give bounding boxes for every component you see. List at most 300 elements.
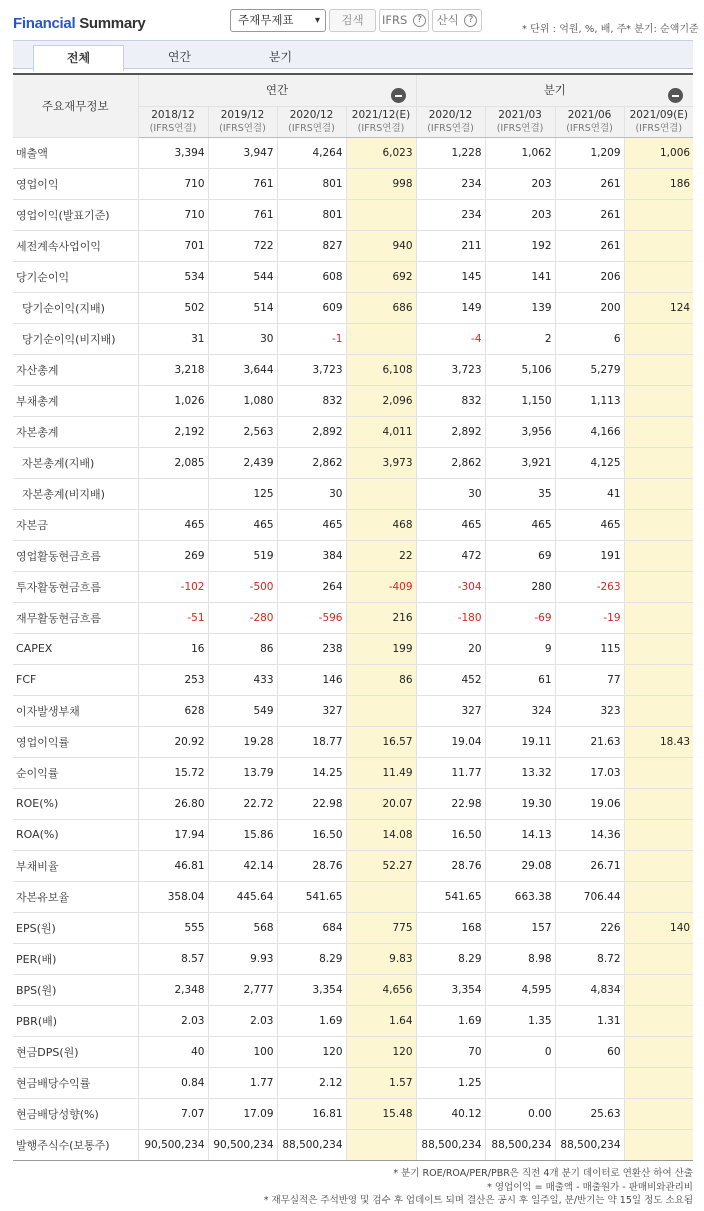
row-label: 이자발생부채 bbox=[13, 695, 138, 726]
table-row bbox=[13, 881, 693, 912]
table-cell: 3,947 bbox=[208, 137, 277, 168]
table-cell: 468 bbox=[346, 509, 416, 540]
table-cell: 706.44 bbox=[555, 881, 624, 912]
table-row bbox=[13, 416, 693, 447]
table-cell: 609 bbox=[277, 292, 346, 323]
basis-label: (IFRS연결) bbox=[427, 122, 474, 134]
table-cell: 46.81 bbox=[138, 850, 208, 881]
table-cell: 722 bbox=[208, 230, 277, 261]
table-cell: 90,500,234 bbox=[208, 1129, 277, 1160]
table-cell: 323 bbox=[555, 695, 624, 726]
table-cell: 234 bbox=[416, 168, 485, 199]
basis-label: (IFRS연결) bbox=[496, 122, 544, 134]
table-cell: 2 bbox=[485, 323, 555, 354]
table-cell: 8.57 bbox=[138, 943, 208, 974]
table-cell: -596 bbox=[277, 602, 346, 633]
period-label: 2021/06 bbox=[567, 108, 612, 121]
table-cell bbox=[624, 571, 693, 602]
table-cell: 1,062 bbox=[485, 137, 555, 168]
table-cell: 141 bbox=[485, 261, 555, 292]
row-label: 자본유보율 bbox=[13, 881, 138, 912]
table-cell: 124 bbox=[624, 292, 693, 323]
table-cell: 465 bbox=[555, 509, 624, 540]
period-label: 2018/12 bbox=[151, 108, 195, 121]
table-cell bbox=[624, 602, 693, 633]
table-cell: 191 bbox=[555, 540, 624, 571]
statement-type-select[interactable] bbox=[230, 9, 326, 32]
table-cell bbox=[624, 416, 693, 447]
table-cell: -102 bbox=[138, 571, 208, 602]
period-column-header bbox=[208, 106, 277, 137]
table-cell: -69 bbox=[485, 602, 555, 633]
table-row bbox=[13, 974, 693, 1005]
table-cell: 22.98 bbox=[416, 788, 485, 819]
table-cell bbox=[624, 230, 693, 261]
table-cell bbox=[346, 199, 416, 230]
table-cell: 519 bbox=[208, 540, 277, 571]
period-column-header bbox=[555, 106, 624, 137]
table-cell bbox=[624, 850, 693, 881]
table-cell: 384 bbox=[277, 540, 346, 571]
table-cell bbox=[346, 478, 416, 509]
table-cell: 139 bbox=[485, 292, 555, 323]
table-row bbox=[13, 478, 693, 509]
table-cell: 2.03 bbox=[208, 1005, 277, 1036]
table-cell: 502 bbox=[138, 292, 208, 323]
table-cell: 686 bbox=[346, 292, 416, 323]
table-cell: 6 bbox=[555, 323, 624, 354]
table-cell bbox=[138, 478, 208, 509]
table-cell: 31 bbox=[138, 323, 208, 354]
row-label: 당기순이익(지배) bbox=[13, 292, 138, 323]
table-row bbox=[13, 137, 693, 168]
table-cell: 465 bbox=[138, 509, 208, 540]
table-cell: 2,777 bbox=[208, 974, 277, 1005]
table-row bbox=[13, 261, 693, 292]
table-cell: 4,166 bbox=[555, 416, 624, 447]
table-cell: 465 bbox=[277, 509, 346, 540]
row-label: 자본총계(비지배) bbox=[13, 478, 138, 509]
table-cell: 568 bbox=[208, 912, 277, 943]
footnote: * 영업이익 = 매출액 - 매출원가 - 판매비와관리비 bbox=[487, 1181, 693, 1193]
table-cell: 238 bbox=[277, 633, 346, 664]
table-cell: 4,011 bbox=[346, 416, 416, 447]
table-cell: 20.92 bbox=[138, 726, 208, 757]
summary-header bbox=[0, 0, 704, 40]
table-cell: 6,023 bbox=[346, 137, 416, 168]
table-cell: 9.93 bbox=[208, 943, 277, 974]
table-cell: 52.27 bbox=[346, 850, 416, 881]
table-cell: 5,279 bbox=[555, 354, 624, 385]
table-cell: 3,921 bbox=[485, 447, 555, 478]
table-cell: 40.12 bbox=[416, 1098, 485, 1129]
table-cell: 465 bbox=[208, 509, 277, 540]
table-cell: 15.72 bbox=[138, 757, 208, 788]
table-cell: 26.80 bbox=[138, 788, 208, 819]
table-cell: 1.77 bbox=[208, 1067, 277, 1098]
table-cell: 1.64 bbox=[346, 1005, 416, 1036]
table-cell: 2,192 bbox=[138, 416, 208, 447]
table-cell bbox=[624, 974, 693, 1005]
table-row bbox=[13, 757, 693, 788]
table-cell: 19.30 bbox=[485, 788, 555, 819]
row-label: 당기순이익 bbox=[13, 261, 138, 292]
table-cell: 761 bbox=[208, 199, 277, 230]
period-tabs bbox=[13, 40, 693, 69]
table-cell: 17.09 bbox=[208, 1098, 277, 1129]
table-cell: 775 bbox=[346, 912, 416, 943]
table-cell: 472 bbox=[416, 540, 485, 571]
row-label: 현금DPS(원) bbox=[13, 1036, 138, 1067]
table-cell: 21.63 bbox=[555, 726, 624, 757]
table-cell: 16 bbox=[138, 633, 208, 664]
table-cell: 70 bbox=[416, 1036, 485, 1067]
footnote: * 재무실적은 주석반영 및 검수 후 업데이트 되며 결산은 공시 후 일주일, 분/반기는 약 15일 정도 소요됨 bbox=[263, 1195, 693, 1206]
table-cell: 1.31 bbox=[555, 1005, 624, 1036]
table-cell: 827 bbox=[277, 230, 346, 261]
table-row bbox=[13, 726, 693, 757]
table-row bbox=[13, 168, 693, 199]
period-label: 2020/12 bbox=[289, 108, 334, 121]
basis-label: (IFRS연결) bbox=[288, 122, 335, 134]
table-cell: 29.08 bbox=[485, 850, 555, 881]
table-cell bbox=[624, 664, 693, 695]
table-cell: 628 bbox=[138, 695, 208, 726]
table-cell: 13.79 bbox=[208, 757, 277, 788]
footnote: * 분기 ROE/ROA/PER/PBR은 직전 4개 분기 데이터로 연환산 하여 산출 bbox=[393, 1168, 693, 1179]
table-cell: 3,723 bbox=[416, 354, 485, 385]
row-label: PER(배) bbox=[13, 943, 138, 974]
table-cell bbox=[624, 788, 693, 819]
table-cell bbox=[624, 509, 693, 540]
table-cell bbox=[346, 695, 416, 726]
period-label: 2021/09(E) bbox=[629, 108, 689, 121]
row-label: PBR(배) bbox=[13, 1005, 138, 1036]
formula-help-button[interactable] bbox=[432, 9, 482, 32]
table-cell: 186 bbox=[624, 168, 693, 199]
row-label: ROE(%) bbox=[13, 788, 138, 819]
table-cell: 4,264 bbox=[277, 137, 346, 168]
table-cell: 1,026 bbox=[138, 385, 208, 416]
table-cell: -51 bbox=[138, 602, 208, 633]
table-cell: 2,563 bbox=[208, 416, 277, 447]
table-cell: 3,218 bbox=[138, 354, 208, 385]
table-cell: 22.98 bbox=[277, 788, 346, 819]
table-cell: 8.98 bbox=[485, 943, 555, 974]
table-cell bbox=[624, 385, 693, 416]
table-cell: 88,500,234 bbox=[277, 1129, 346, 1160]
table-cell: 0 bbox=[485, 1036, 555, 1067]
table-row bbox=[13, 354, 693, 385]
table-cell: 710 bbox=[138, 199, 208, 230]
table-cell: 4,656 bbox=[346, 974, 416, 1005]
table-row bbox=[13, 850, 693, 881]
table-cell: 86 bbox=[346, 664, 416, 695]
table-cell bbox=[624, 1067, 693, 1098]
row-label: 부채비율 bbox=[13, 850, 138, 881]
table-row bbox=[13, 571, 693, 602]
period-column-header bbox=[346, 106, 416, 137]
collapse-annual-icon[interactable] bbox=[391, 88, 406, 103]
table-cell: 30 bbox=[416, 478, 485, 509]
table-cell bbox=[624, 1036, 693, 1067]
table-cell: 125 bbox=[208, 478, 277, 509]
table-cell: 2,439 bbox=[208, 447, 277, 478]
table-cell bbox=[624, 819, 693, 850]
table-cell bbox=[624, 540, 693, 571]
table-cell: 465 bbox=[485, 509, 555, 540]
period-column-header bbox=[624, 106, 693, 137]
basis-label: (IFRS연결) bbox=[149, 122, 197, 134]
table-cell: 14.08 bbox=[346, 819, 416, 850]
table-row bbox=[13, 1005, 693, 1036]
row-label: 현금배당성향(%) bbox=[13, 1098, 138, 1129]
table-row bbox=[13, 819, 693, 850]
table-cell: 26.71 bbox=[555, 850, 624, 881]
table-cell: 16.81 bbox=[277, 1098, 346, 1129]
table-cell: 16.50 bbox=[416, 819, 485, 850]
table-cell: 3,723 bbox=[277, 354, 346, 385]
table-cell bbox=[624, 447, 693, 478]
table-cell: 149 bbox=[416, 292, 485, 323]
table-cell: 1,080 bbox=[208, 385, 277, 416]
table-cell: 445.64 bbox=[208, 881, 277, 912]
table-cell: 1.35 bbox=[485, 1005, 555, 1036]
table-row bbox=[13, 385, 693, 416]
table-row bbox=[13, 912, 693, 943]
table-cell: 555 bbox=[138, 912, 208, 943]
statement-type-value: 주재무제표 bbox=[238, 13, 294, 27]
table-cell bbox=[624, 695, 693, 726]
basis-label: (IFRS연결) bbox=[635, 122, 683, 134]
page-title bbox=[13, 15, 145, 32]
row-label: 세전계속사업이익 bbox=[13, 230, 138, 261]
table-cell bbox=[624, 881, 693, 912]
table-cell: 14.13 bbox=[485, 819, 555, 850]
table-cell bbox=[346, 1129, 416, 1160]
table-cell: 77 bbox=[555, 664, 624, 695]
table-row bbox=[13, 695, 693, 726]
table-cell bbox=[624, 261, 693, 292]
table-cell: 7.07 bbox=[138, 1098, 208, 1129]
table-cell: 146 bbox=[277, 664, 346, 695]
annual-group-label: 연간 bbox=[265, 83, 289, 98]
table-cell: 2,348 bbox=[138, 974, 208, 1005]
basis-label: (IFRS연결) bbox=[357, 122, 405, 134]
table-cell: 832 bbox=[277, 385, 346, 416]
table-cell: 86 bbox=[208, 633, 277, 664]
tab-all[interactable]: 전체 bbox=[33, 45, 124, 71]
table-cell: 216 bbox=[346, 602, 416, 633]
row-label: 당기순이익(비지배) bbox=[13, 323, 138, 354]
row-label: BPS(원) bbox=[13, 974, 138, 1005]
help-icon: ? bbox=[413, 14, 426, 27]
table-cell: 940 bbox=[346, 230, 416, 261]
table-cell: 14.25 bbox=[277, 757, 346, 788]
table-cell bbox=[624, 354, 693, 385]
table-cell: 1.57 bbox=[346, 1067, 416, 1098]
period-column-header bbox=[138, 106, 208, 137]
table-cell: 801 bbox=[277, 199, 346, 230]
table-row bbox=[13, 199, 693, 230]
table-cell: 157 bbox=[485, 912, 555, 943]
table-cell bbox=[624, 199, 693, 230]
row-label: 현금배당수익률 bbox=[13, 1067, 138, 1098]
table-cell: 22 bbox=[346, 540, 416, 571]
table-cell: 28.76 bbox=[277, 850, 346, 881]
table-cell: 3,644 bbox=[208, 354, 277, 385]
table-cell bbox=[624, 478, 693, 509]
table-cell: 1,006 bbox=[624, 137, 693, 168]
row-label: 부채총계 bbox=[13, 385, 138, 416]
table-row bbox=[13, 664, 693, 695]
table-row bbox=[13, 509, 693, 540]
table-cell: 115 bbox=[555, 633, 624, 664]
table-cell: 998 bbox=[346, 168, 416, 199]
table-cell: 452 bbox=[416, 664, 485, 695]
table-row bbox=[13, 323, 693, 354]
table-row bbox=[13, 1129, 693, 1160]
table-cell: -280 bbox=[208, 602, 277, 633]
table-cell: 832 bbox=[416, 385, 485, 416]
table-cell: -500 bbox=[208, 571, 277, 602]
period-label: 2021/03 bbox=[498, 108, 542, 121]
table-cell bbox=[624, 633, 693, 664]
table-cell: -263 bbox=[555, 571, 624, 602]
table-cell: 4,834 bbox=[555, 974, 624, 1005]
table-cell: 327 bbox=[416, 695, 485, 726]
row-label: 영업이익률 bbox=[13, 726, 138, 757]
table-cell: 1.69 bbox=[277, 1005, 346, 1036]
table-cell: 145 bbox=[416, 261, 485, 292]
table-cell: 35 bbox=[485, 478, 555, 509]
tab-quarterly[interactable]: 분기 bbox=[268, 50, 293, 64]
table-cell: 261 bbox=[555, 230, 624, 261]
table-cell: 608 bbox=[277, 261, 346, 292]
table-cell: 280 bbox=[485, 571, 555, 602]
table-cell: 544 bbox=[208, 261, 277, 292]
table-cell: 264 bbox=[277, 571, 346, 602]
table-cell: 192 bbox=[485, 230, 555, 261]
table-cell: 234 bbox=[416, 199, 485, 230]
table-cell: 6,108 bbox=[346, 354, 416, 385]
table-cell: 60 bbox=[555, 1036, 624, 1067]
table-cell: 3,354 bbox=[416, 974, 485, 1005]
table-cell: 140 bbox=[624, 912, 693, 943]
quarter-group-label: 분기 bbox=[543, 83, 566, 98]
table-cell: 206 bbox=[555, 261, 624, 292]
financial-summary-table bbox=[13, 73, 693, 1161]
row-label: 영업활동현금흐름 bbox=[13, 540, 138, 571]
period-column-header bbox=[277, 106, 346, 137]
annual-group-header bbox=[138, 74, 416, 106]
collapse-quarter-icon[interactable] bbox=[668, 88, 683, 103]
row-label: 투자활동현금흐름 bbox=[13, 571, 138, 602]
table-cell: 261 bbox=[555, 168, 624, 199]
table-cell: 0.84 bbox=[138, 1067, 208, 1098]
table-cell: 8.29 bbox=[416, 943, 485, 974]
table-cell: -4 bbox=[416, 323, 485, 354]
table-cell: 18.43 bbox=[624, 726, 693, 757]
table-cell: 8.29 bbox=[277, 943, 346, 974]
row-label: 영업이익(발표기준) bbox=[13, 199, 138, 230]
table-cell: 549 bbox=[208, 695, 277, 726]
row-label: 자본총계(지배) bbox=[13, 447, 138, 478]
table-cell: 88,500,234 bbox=[416, 1129, 485, 1160]
table-cell: 90,500,234 bbox=[138, 1129, 208, 1160]
row-label: 순이익률 bbox=[13, 757, 138, 788]
table-cell: 1,228 bbox=[416, 137, 485, 168]
table-row bbox=[13, 447, 693, 478]
tab-annual[interactable]: 연간 bbox=[167, 50, 192, 64]
table-cell bbox=[346, 323, 416, 354]
table-cell: 30 bbox=[277, 478, 346, 509]
formula-label: 산식 bbox=[436, 13, 459, 27]
table-cell: 269 bbox=[138, 540, 208, 571]
table-cell: 16.50 bbox=[277, 819, 346, 850]
table-cell: 15.86 bbox=[208, 819, 277, 850]
table-cell: 69 bbox=[485, 540, 555, 571]
table-cell: 3,354 bbox=[277, 974, 346, 1005]
table-cell: 40 bbox=[138, 1036, 208, 1067]
table-cell: -409 bbox=[346, 571, 416, 602]
table-cell: 663.38 bbox=[485, 881, 555, 912]
period-column-header bbox=[416, 106, 485, 137]
table-cell: 28.76 bbox=[416, 850, 485, 881]
table-cell: 13.32 bbox=[485, 757, 555, 788]
table-cell: 11.77 bbox=[416, 757, 485, 788]
table-cell: 261 bbox=[555, 199, 624, 230]
table-cell bbox=[624, 1098, 693, 1129]
table-cell: -19 bbox=[555, 602, 624, 633]
table-cell: 42.14 bbox=[208, 850, 277, 881]
ifrs-help-button[interactable] bbox=[379, 9, 429, 32]
table-cell bbox=[346, 881, 416, 912]
ifrs-label: IFRS bbox=[382, 13, 408, 27]
title-prefix: Financial bbox=[13, 15, 76, 32]
search-button[interactable]: 검색 bbox=[329, 9, 376, 32]
table-cell: 120 bbox=[346, 1036, 416, 1067]
table-cell: 199 bbox=[346, 633, 416, 664]
table-cell: 0.00 bbox=[485, 1098, 555, 1129]
table-cell: 17.03 bbox=[555, 757, 624, 788]
table-cell: 2.03 bbox=[138, 1005, 208, 1036]
table-cell: 4,595 bbox=[485, 974, 555, 1005]
table-row bbox=[13, 633, 693, 664]
table-cell: 2,096 bbox=[346, 385, 416, 416]
table-cell: 801 bbox=[277, 168, 346, 199]
table-cell: 200 bbox=[555, 292, 624, 323]
table-cell: 692 bbox=[346, 261, 416, 292]
table-cell: 11.49 bbox=[346, 757, 416, 788]
table-cell: 541.65 bbox=[277, 881, 346, 912]
table-cell: 15.48 bbox=[346, 1098, 416, 1129]
table-cell: 684 bbox=[277, 912, 346, 943]
table-cell bbox=[624, 1005, 693, 1036]
table-row bbox=[13, 943, 693, 974]
table-cell: 88,500,234 bbox=[485, 1129, 555, 1160]
table-row bbox=[13, 540, 693, 571]
table-cell: 19.06 bbox=[555, 788, 624, 819]
table-cell: 168 bbox=[416, 912, 485, 943]
table-cell: 433 bbox=[208, 664, 277, 695]
table-cell: 20.07 bbox=[346, 788, 416, 819]
table-cell: 3,956 bbox=[485, 416, 555, 447]
table-row bbox=[13, 1036, 693, 1067]
table-cell: 2.12 bbox=[277, 1067, 346, 1098]
row-label: 자산총계 bbox=[13, 354, 138, 385]
table-cell: -1 bbox=[277, 323, 346, 354]
